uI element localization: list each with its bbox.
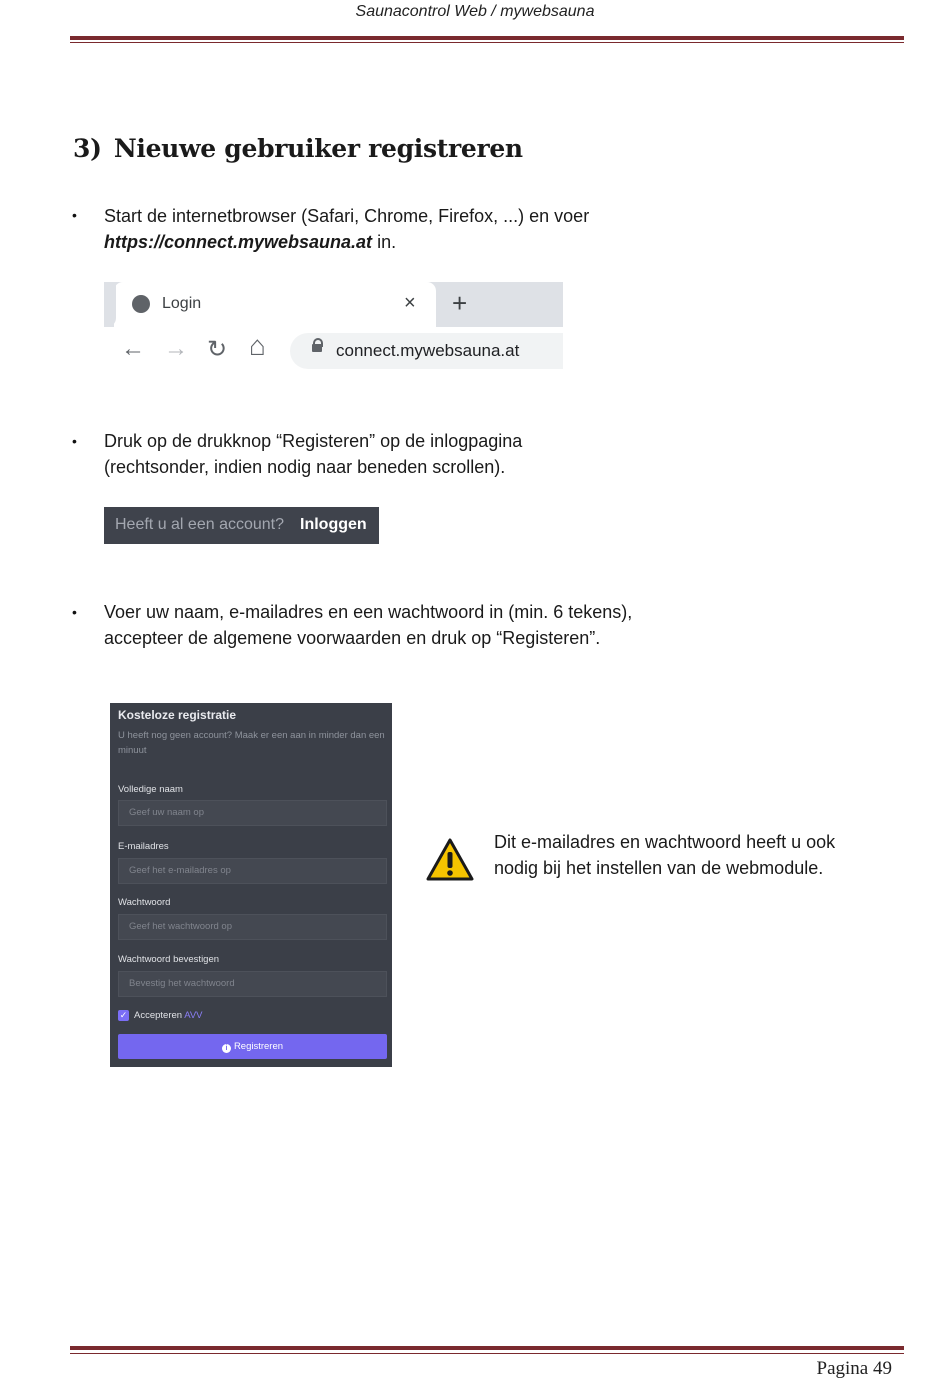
warning-line1: Dit e-mailadres en wachtwoord heeft u ook bbox=[494, 832, 836, 852]
full-name-placeholder: Geef uw naam op bbox=[129, 807, 204, 818]
register-button-label: Registreren bbox=[233, 1041, 284, 1052]
step-3-text bbox=[104, 599, 632, 651]
password-input[interactable] bbox=[118, 914, 387, 940]
close-tab-icon[interactable]: × bbox=[404, 292, 416, 314]
step-3-line2: accepteer de algemene voorwaarden en druk op “Registeren”. bbox=[104, 628, 601, 648]
section-title: 3) Nieuwe gebruiker registreren bbox=[73, 134, 523, 163]
confirm-password-placeholder: Bevestig het wachtwoord bbox=[129, 978, 235, 989]
password-placeholder: Geef het wachtwoord op bbox=[129, 921, 232, 932]
bullet-2: • bbox=[72, 433, 77, 449]
warning-line2: nodig bij het instellen van de webmodule. bbox=[494, 858, 824, 878]
step-1-text bbox=[104, 203, 589, 255]
header-rule-thick bbox=[70, 36, 904, 40]
accept-terms-checkbox[interactable]: ✓ bbox=[119, 1010, 128, 1020]
form-title: Kosteloze registratie bbox=[118, 708, 237, 722]
accept-terms-label bbox=[134, 1010, 203, 1021]
confirm-password-label: Wachtwoord bevestigen bbox=[118, 954, 220, 965]
step-1-url[interactable]: https://connect.mywebsauna.at bbox=[104, 232, 373, 252]
reload-icon[interactable]: ↻ bbox=[207, 336, 228, 363]
form-subtitle: U heeft nog geen account? Maak er een aan in minder dan een minuut bbox=[118, 730, 385, 756]
step-3-line1: Voer uw naam, e-mailadres en een wachtwoord in (min. 6 tekens), bbox=[104, 602, 633, 622]
full-name-label: Volledige naam bbox=[118, 784, 183, 795]
step-1-suffix: in. bbox=[372, 232, 397, 252]
warning-icon bbox=[425, 837, 475, 887]
info-icon: i bbox=[222, 1044, 231, 1053]
forward-icon[interactable]: → bbox=[164, 335, 188, 362]
tab-title: Login bbox=[162, 295, 202, 312]
back-icon[interactable]: ← bbox=[121, 335, 145, 362]
globe-icon bbox=[132, 295, 150, 313]
login-link[interactable]: Inloggen bbox=[300, 516, 367, 533]
step-1-line1: Start de internetbrowser (Safari, Chrome, Firefox, ...) en voer bbox=[104, 206, 590, 226]
address-url[interactable]: connect.mywebsauna.at bbox=[336, 341, 520, 360]
accept-text: Accepteren bbox=[134, 1010, 183, 1021]
step-2-line1: Druk op de drukknop “Registeren” op de inlogpagina bbox=[104, 431, 523, 451]
password-label: Wachtwoord bbox=[118, 897, 171, 908]
page-number: Pagina 49 bbox=[816, 1358, 892, 1379]
login-bar-screenshot bbox=[104, 507, 379, 544]
tab-strip-edge bbox=[104, 282, 116, 327]
registration-form-screenshot bbox=[110, 703, 392, 1067]
step-2-text bbox=[104, 428, 522, 480]
bullet-3: • bbox=[72, 604, 77, 620]
footer-rule-thick bbox=[70, 1346, 904, 1350]
full-name-input[interactable] bbox=[118, 800, 387, 826]
email-placeholder: Geef het e-mailadres op bbox=[129, 865, 231, 876]
step-2-line2: (rechtsonder, indien nodig naar beneden scrollen). bbox=[104, 457, 506, 477]
register-button[interactable] bbox=[118, 1034, 387, 1059]
confirm-password-input[interactable] bbox=[118, 971, 387, 997]
footer-rule-thin bbox=[70, 1353, 904, 1354]
header-rule-thin bbox=[70, 42, 904, 43]
bullet-1: • bbox=[72, 207, 77, 223]
new-tab-icon[interactable]: + bbox=[452, 288, 468, 318]
lock-icon bbox=[312, 344, 322, 352]
warning-text bbox=[494, 829, 835, 881]
account-question: Heeft u al een account? bbox=[115, 516, 285, 533]
home-icon[interactable]: ⌂ bbox=[249, 330, 266, 361]
terms-link[interactable]: AVV bbox=[184, 1010, 203, 1021]
email-label: E-mailadres bbox=[118, 841, 169, 852]
browser-screenshot bbox=[104, 282, 563, 370]
email-input[interactable] bbox=[118, 858, 387, 884]
running-header: Saunacontrol Web / mywebsauna bbox=[355, 3, 595, 20]
